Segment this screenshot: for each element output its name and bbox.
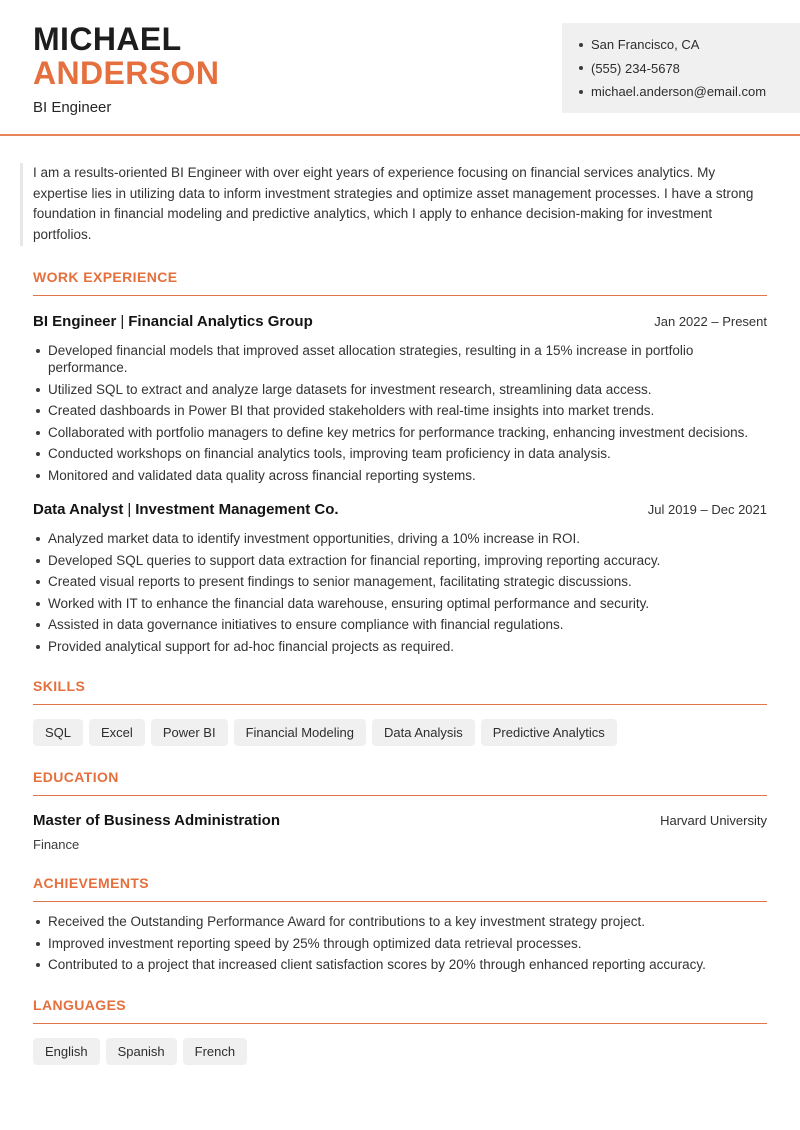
bullet-dot-icon xyxy=(36,645,40,649)
job-bullet xyxy=(33,342,767,377)
job-dates: Jul 2019 – Dec 2021 xyxy=(647,502,767,518)
section-achievements xyxy=(33,876,767,974)
bullet-dot-icon xyxy=(36,963,40,967)
languages-chip-list xyxy=(33,1038,767,1065)
bullet-dot-icon xyxy=(36,388,40,392)
bullet-dot-icon xyxy=(36,580,40,584)
contact-list xyxy=(579,38,790,98)
job-bullet-text: Utilized SQL to extract and analyze large datasets for investment research, streamlining data access. xyxy=(48,381,652,397)
summary-paragraph: I am a results-oriented BI Engineer with over eight years of experience focusing on financial services analytics. My expertise lies in utilizing data to inform investment strategies and optimize asset management processes. I have a strong foundation in financial modeling and predictive analytics, which I apply to enhance decision-making for investment portfolios. xyxy=(20,163,767,246)
job-company: Financial Analytics Group xyxy=(128,312,313,330)
language-chip: English xyxy=(33,1038,100,1065)
resume-body xyxy=(0,163,800,1105)
skills-chip-list xyxy=(33,719,767,746)
education-entry xyxy=(33,812,767,852)
bullet-dot-icon xyxy=(36,942,40,946)
job-bullet xyxy=(33,638,767,656)
bullet-dot-icon xyxy=(36,349,40,353)
job-bullet-list xyxy=(33,342,767,485)
bullet-dot-icon xyxy=(36,474,40,478)
job-bullet xyxy=(33,424,767,442)
bullet-dot-icon xyxy=(36,452,40,456)
job-bullet xyxy=(33,445,767,463)
skill-chip: Power BI xyxy=(151,719,228,746)
degree-name: Master of Business Administration xyxy=(33,812,280,830)
job-header xyxy=(33,500,767,519)
skill-chip: Data Analysis xyxy=(372,719,475,746)
achievements-list xyxy=(33,913,767,974)
bullet-dot-icon xyxy=(579,66,583,70)
bullet-dot-icon xyxy=(579,43,583,47)
skill-chip: Predictive Analytics xyxy=(481,719,617,746)
contact-location xyxy=(579,38,790,51)
job-entry-1 xyxy=(33,312,767,485)
language-chip: French xyxy=(183,1038,247,1065)
last-name: ANDERSON xyxy=(33,55,220,91)
job-bullet xyxy=(33,552,767,570)
job-bullet xyxy=(33,381,767,399)
job-bullet xyxy=(33,595,767,613)
bullet-dot-icon xyxy=(36,602,40,606)
job-bullet xyxy=(33,402,767,420)
job-bullet-text: Conducted workshops on financial analytics tools, improving team proficiency in data analysis. xyxy=(48,446,611,462)
achievements-heading: ACHIEVEMENTS xyxy=(33,876,767,902)
job-title-line xyxy=(33,500,339,519)
bullet-dot-icon xyxy=(36,431,40,435)
job-bullet-text: Collaborated with portfolio managers to define key metrics for performance tracking, enhancing investment decisions. xyxy=(48,424,749,440)
job-bullet-text: Worked with IT to enhance the financial data warehouse, ensuring optimal performance and security. xyxy=(48,595,650,611)
contact-email xyxy=(579,85,790,98)
achievement-text: Contributed to a project that increased client satisfaction scores by 20% through enhanced reporting accuracy. xyxy=(48,957,706,973)
section-languages xyxy=(33,998,767,1065)
header-job-title: BI Engineer xyxy=(33,99,112,116)
contact-box xyxy=(562,23,800,113)
resume-header xyxy=(0,0,800,136)
first-name: MICHAEL xyxy=(33,21,182,57)
work-experience-heading: WORK EXPERIENCE xyxy=(33,270,767,296)
bullet-dot-icon xyxy=(36,623,40,627)
bullet-dot-icon xyxy=(36,559,40,563)
education-heading: EDUCATION xyxy=(33,770,767,796)
skills-heading: SKILLS xyxy=(33,679,767,705)
institution-name: Harvard University xyxy=(660,813,767,829)
bullet-dot-icon xyxy=(36,409,40,413)
contact-location-text: San Francisco, CA xyxy=(591,37,700,52)
job-bullet-list xyxy=(33,530,767,655)
job-header xyxy=(33,312,767,331)
achievement-bullet xyxy=(33,913,767,931)
job-dates: Jan 2022 – Present xyxy=(654,313,767,329)
section-work-experience xyxy=(33,270,767,656)
job-bullet xyxy=(33,530,767,548)
skill-chip: Financial Modeling xyxy=(234,719,366,746)
job-bullet-text: Developed SQL queries to support data extraction for financial reporting, improving reporting accuracy. xyxy=(48,552,661,568)
education-header xyxy=(33,812,767,830)
bullet-dot-icon xyxy=(579,90,583,94)
bullet-dot-icon xyxy=(36,537,40,541)
job-bullet-text: Created dashboards in Power BI that provided stakeholders with real-time insights into market trends. xyxy=(48,403,655,419)
achievement-text: Improved investment reporting speed by 25% through optimized data retrieval processes. xyxy=(48,935,582,951)
field-of-study: Finance xyxy=(33,837,80,853)
bullet-dot-icon xyxy=(36,920,40,924)
contact-email-text: michael.anderson@email.com xyxy=(591,84,767,99)
language-chip: Spanish xyxy=(106,1038,177,1065)
job-bullet xyxy=(33,467,767,485)
achievement-text: Received the Outstanding Performance Award for contributions to a key investment strategy project. xyxy=(48,914,646,930)
achievement-bullet xyxy=(33,935,767,953)
job-bullet xyxy=(33,573,767,591)
section-education xyxy=(33,770,767,852)
job-bullet xyxy=(33,616,767,634)
job-bullet-text: Provided analytical support for ad-hoc financial projects as required. xyxy=(48,638,454,654)
job-entry-2 xyxy=(33,500,767,655)
contact-phone-text: (555) 234-5678 xyxy=(591,60,680,76)
languages-heading: LANGUAGES xyxy=(33,998,767,1024)
job-bullet-text: Developed financial models that improved asset allocation strategies, resulting in a 15% increase in portfolio performance. xyxy=(48,342,694,376)
job-bullet-text: Monitored and validated data quality across financial reporting systems. xyxy=(48,467,476,483)
job-pipe-separator: | xyxy=(127,501,132,519)
job-bullet-text: Assisted in data governance initiatives to ensure compliance with financial regulations. xyxy=(48,617,564,633)
job-bullet-text: Created visual reports to present findings to senior management, facilitating strategic discussions. xyxy=(48,574,632,590)
section-skills xyxy=(33,679,767,746)
contact-phone xyxy=(579,62,790,75)
job-pipe-separator: | xyxy=(120,312,125,330)
job-company: Investment Management Co. xyxy=(135,501,339,519)
skill-chip: SQL xyxy=(33,719,83,746)
skill-chip: Excel xyxy=(89,719,145,746)
job-position: BI Engineer xyxy=(33,312,117,330)
achievement-bullet xyxy=(33,956,767,974)
job-title-line xyxy=(33,312,313,331)
job-bullet-text: Analyzed market data to identify investment opportunities, driving a 10% increase in ROI. xyxy=(48,531,581,547)
job-position: Data Analyst xyxy=(33,501,124,519)
